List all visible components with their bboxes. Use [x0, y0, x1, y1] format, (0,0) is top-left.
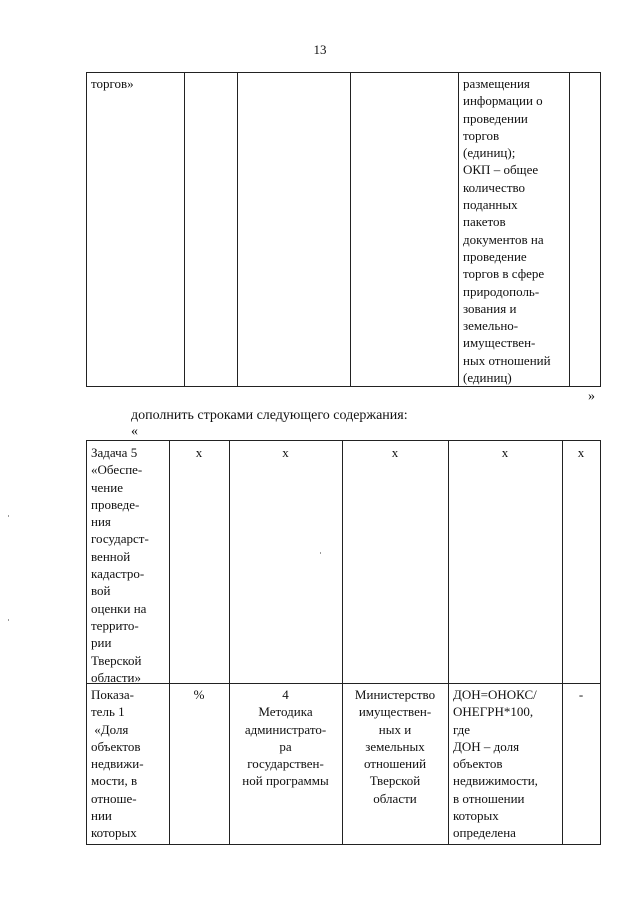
indicator-name-cell: Показа- тель 1 «Доля объектов недвижи- мости, в отноше- нии которых	[91, 687, 144, 841]
methodology-cell: 4 Методика администрато- ра государствен- ной программы	[242, 687, 329, 789]
bottom-table-col-divider	[86, 440, 87, 845]
formula-cell: ДОН=ОНОКС/ ОНЕГРН*100, где ДОН – доля объектов недвижимости, в отношении которых определена	[453, 687, 538, 841]
responsible-cell: х	[391, 445, 399, 460]
unit-cell: х	[195, 445, 203, 460]
top-table-col-divider	[350, 72, 351, 387]
bottom-table-col-divider	[562, 440, 563, 845]
scan-speck	[8, 619, 9, 621]
bottom-table-border-bottom	[86, 844, 601, 845]
top-table-cell-indicator: торгов»	[91, 76, 134, 91]
bottom-table-col-divider	[448, 440, 449, 845]
top-table-cell-formula: размещения информации о проведении торгов (единиц); ОКП – общее количество поданных пакетов документов на проведение торгов в сфере природополь- зования и земельно- имуществен- ных отношений (единиц)	[463, 76, 551, 386]
top-table-col-divider	[458, 72, 459, 387]
value-cell: х	[577, 445, 585, 460]
responsible-cell: Министерство имуществен- ных и земельных отношений Тверской области	[354, 687, 436, 806]
top-table-col-divider	[569, 72, 570, 387]
intro-text: дополнить строками следующего содержания:	[131, 408, 408, 423]
closing-quote: »	[588, 389, 595, 404]
scan-speck	[320, 552, 321, 554]
top-table-col-divider	[86, 72, 87, 387]
bottom-table-border-top	[86, 440, 601, 441]
bottom-table-col-divider	[169, 440, 170, 845]
top-table-col-divider	[237, 72, 238, 387]
bottom-table-row-divider	[86, 683, 601, 684]
top-table-col-divider	[600, 72, 601, 387]
formula-cell: х	[501, 445, 509, 460]
top-table-border-top	[86, 72, 601, 73]
task-name-cell: Задача 5 «Обеспе- чение проведе- ния государст- венной кадастро- вой оценки на террито- рии Тверской области»	[91, 445, 149, 685]
page-number: 13	[313, 42, 327, 57]
scan-speck	[8, 515, 9, 517]
unit-cell: %	[193, 687, 205, 702]
top-table-col-divider	[184, 72, 185, 387]
bottom-table-col-divider	[600, 440, 601, 845]
opening-quote: «	[131, 424, 138, 439]
value-cell: -	[578, 687, 584, 702]
methodology-cell: х	[282, 445, 289, 460]
